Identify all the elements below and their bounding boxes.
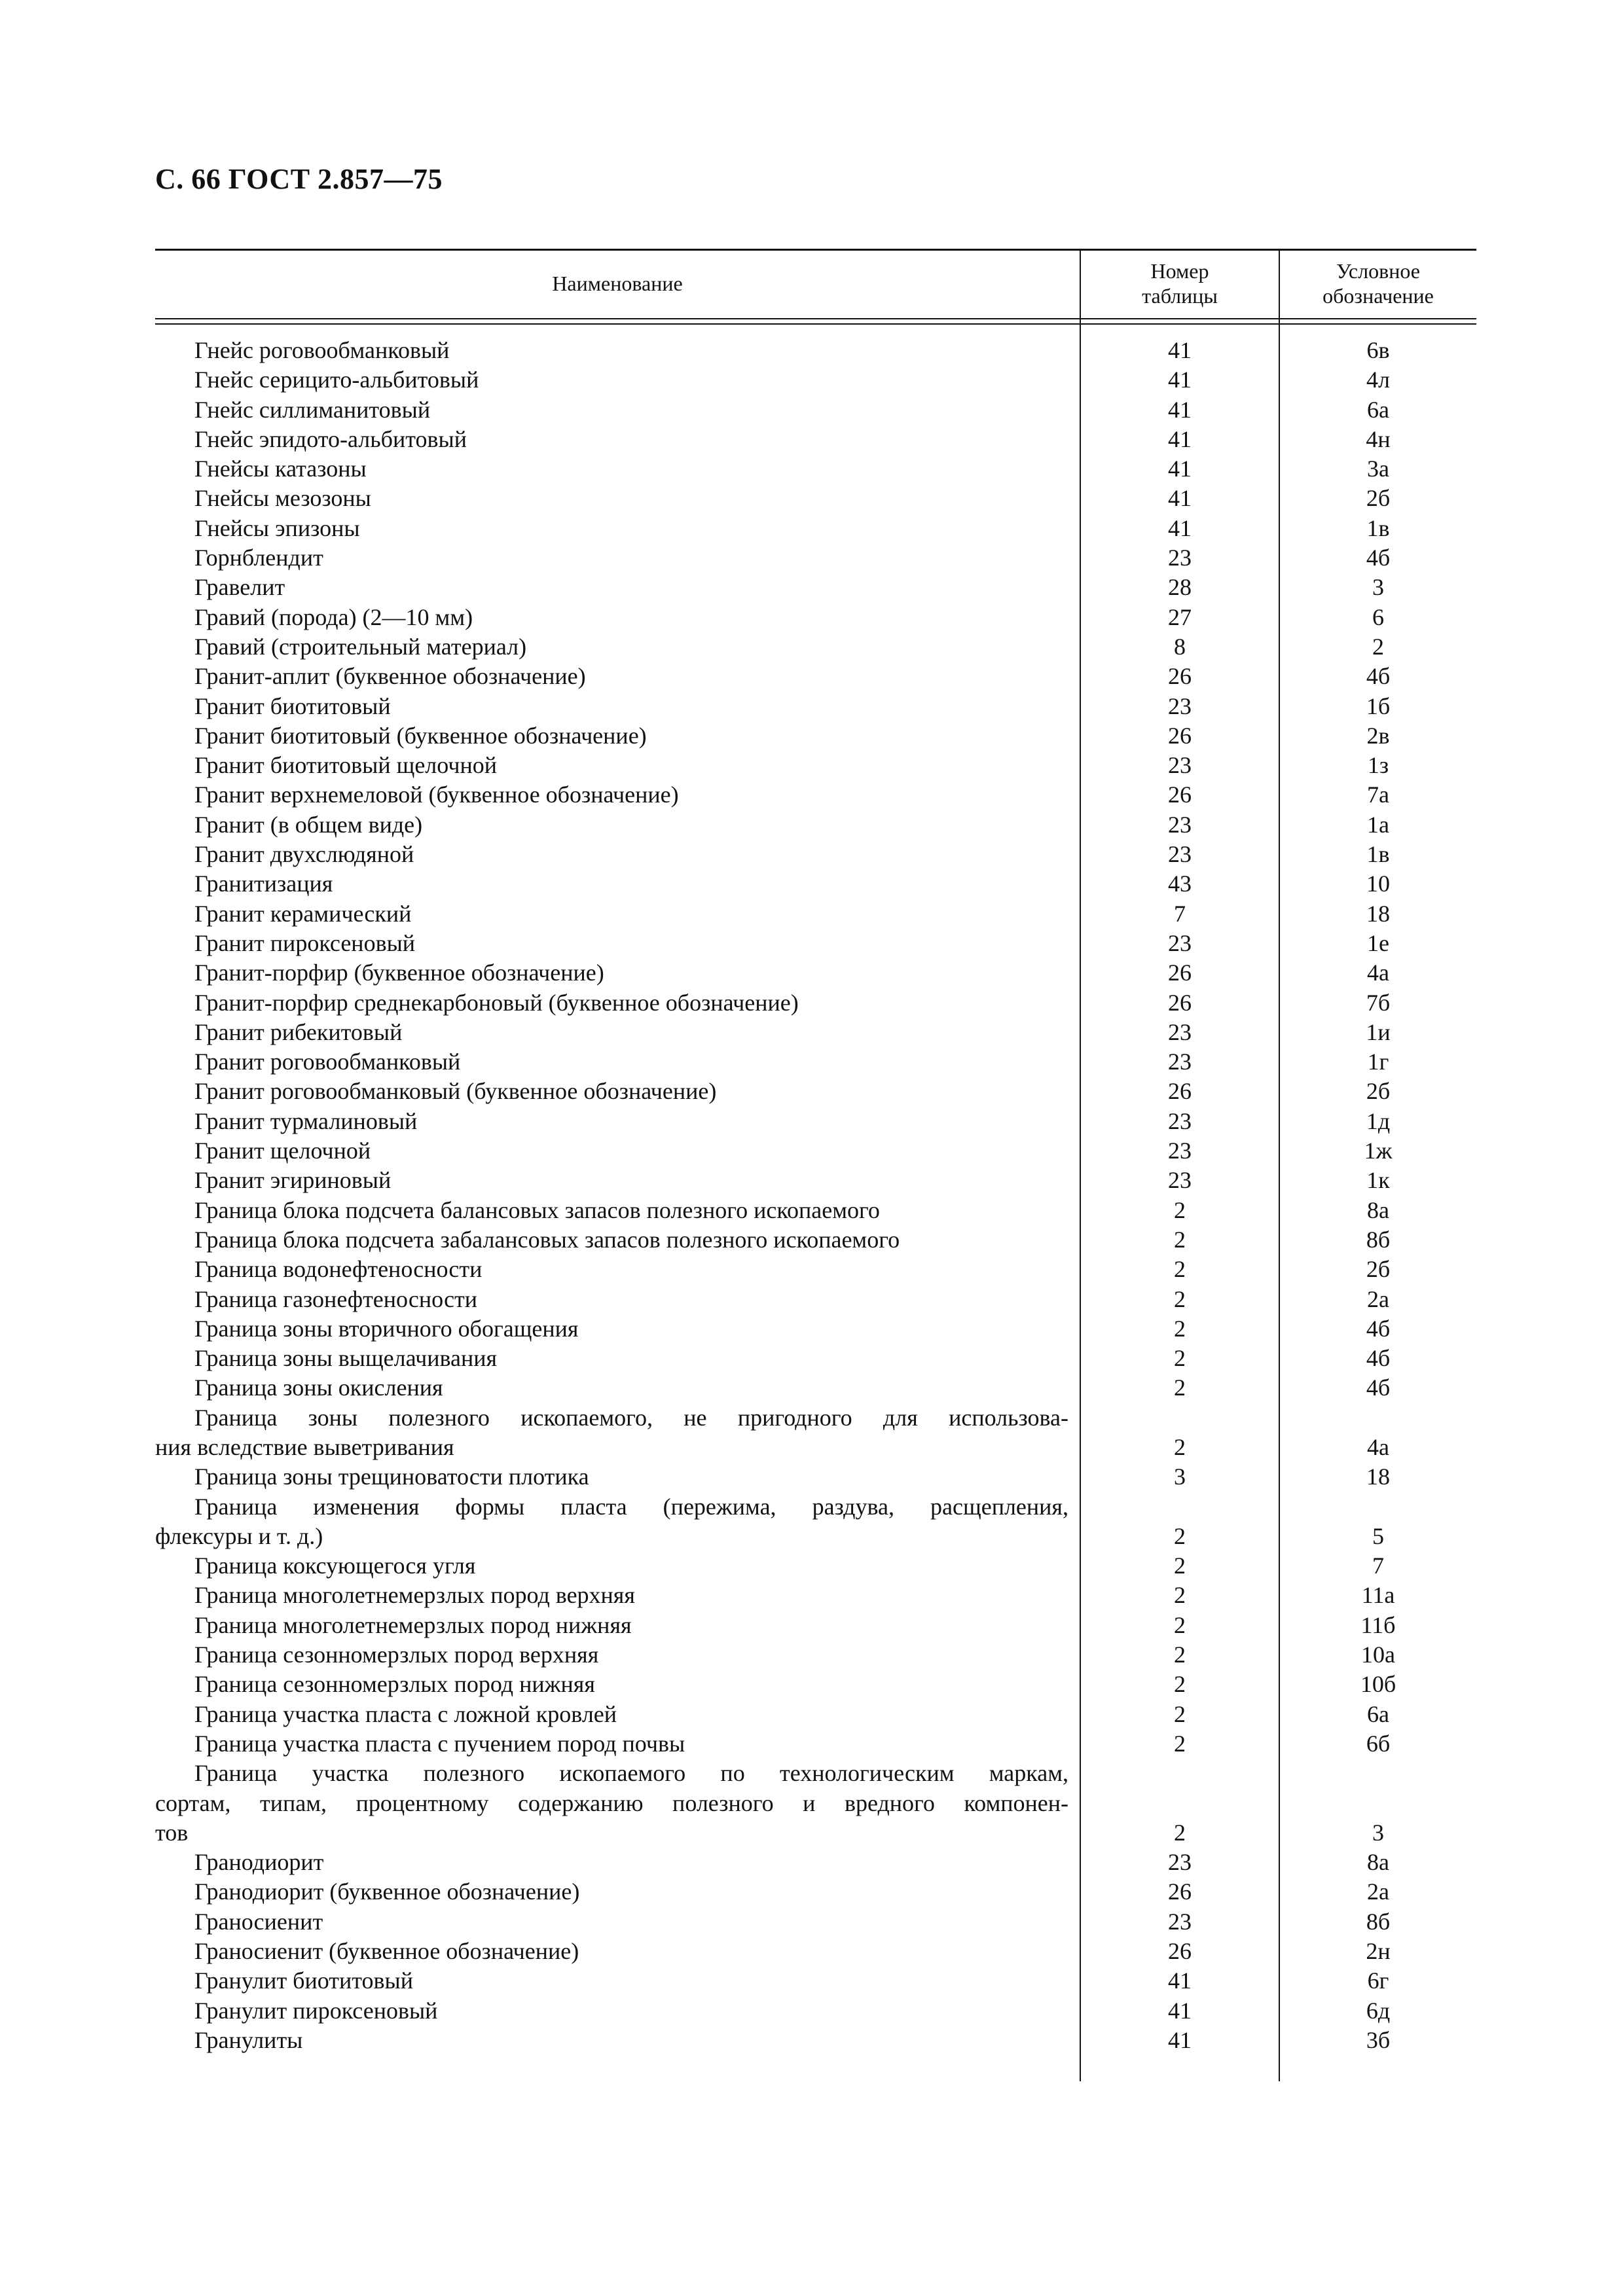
row-symbol: 4б	[1366, 545, 1391, 571]
row-symbol: 5	[1372, 1522, 1384, 1549]
row-name-cell	[155, 1729, 1068, 1759]
table-row	[155, 988, 1476, 1018]
row-name-line: Граница изменения формы пласта (пережима, раздува, расщепления,	[194, 1493, 1068, 1520]
row-table-number: 23	[1168, 929, 1192, 956]
column-header-table-number-label: Номер таблицы	[1142, 259, 1218, 308]
row-symbol: 18	[1366, 1463, 1390, 1490]
row-table-number: 8	[1174, 633, 1186, 660]
row-name-cell	[155, 692, 1068, 721]
row-symbol: 7а	[1367, 781, 1389, 808]
row-symbol: 1в	[1366, 841, 1390, 868]
row-name-cell	[155, 1285, 1068, 1314]
row-name-line: Гранит роговообманковый	[194, 1049, 461, 1075]
row-name-cell	[155, 1670, 1068, 1699]
row-symbol: 4н	[1366, 425, 1391, 452]
table-row	[155, 751, 1476, 780]
row-symbol: 2	[1372, 633, 1384, 660]
row-table-number: 2	[1174, 1345, 1186, 1372]
row-table-number: 2	[1174, 1256, 1186, 1283]
row-symbol: 4л	[1366, 367, 1390, 393]
row-name-line: Гранит пироксеновый	[194, 929, 416, 956]
row-name-cell	[155, 958, 1068, 988]
row-table-number: 23	[1168, 1138, 1192, 1164]
row-table-number: 2	[1174, 1552, 1186, 1579]
row-table-number: 23	[1168, 545, 1192, 571]
row-name-line: Граница многолетнемерзлых пород верхняя	[194, 1582, 635, 1609]
table-row	[155, 1373, 1476, 1403]
row-symbol: 1к	[1366, 1167, 1390, 1194]
row-symbol: 3а	[1367, 456, 1389, 482]
row-name-cell	[155, 810, 1068, 840]
row-name-line: Гранит биотитовый	[194, 692, 391, 719]
table-row	[155, 1403, 1476, 1463]
row-name-line: Гранит щелочной	[194, 1138, 371, 1164]
row-name-line: Гранит биотитовый (буквенное обозначение)	[194, 722, 647, 749]
table-row	[155, 1492, 1476, 1552]
row-name-cell	[155, 484, 1068, 513]
row-name-cell	[155, 1907, 1068, 1937]
table-row	[155, 1611, 1476, 1640]
row-name-line: Граница участка пласта с пучением пород почвы	[194, 1730, 685, 1757]
row-table-number: 2	[1174, 1374, 1186, 1401]
table-row	[155, 1996, 1476, 2026]
row-symbol: 7б	[1366, 989, 1391, 1016]
row-symbol: 1а	[1367, 811, 1389, 838]
row-symbol: 1г	[1367, 1049, 1389, 1075]
row-name-cell	[155, 1551, 1068, 1581]
table-row	[155, 1077, 1476, 1106]
row-symbol: 2б	[1366, 485, 1391, 512]
row-symbol: 1в	[1366, 514, 1390, 541]
row-name-line: Гранулит биотитовый	[194, 1967, 413, 1994]
row-symbol: 1д	[1366, 1107, 1391, 1134]
row-table-number: 41	[1168, 456, 1192, 482]
table-row	[155, 425, 1476, 454]
row-table-number: 41	[1168, 514, 1192, 541]
row-name-line: Граница газонефтеносности	[194, 1285, 478, 1312]
row-name-line: Гранодиорит	[194, 1849, 324, 1876]
row-name-line: Граница коксующегося угля	[194, 1552, 476, 1579]
table-row	[155, 692, 1476, 721]
row-table-number: 26	[1168, 960, 1192, 986]
row-symbol: 3	[1372, 574, 1384, 601]
table-row	[155, 1759, 1476, 1848]
row-table-number: 23	[1168, 811, 1192, 838]
table-row	[155, 1166, 1476, 1195]
row-symbol: 2б	[1366, 1078, 1391, 1105]
row-table-number: 2	[1174, 1315, 1186, 1342]
row-name-cell	[155, 1373, 1068, 1403]
table-row	[155, 929, 1476, 958]
row-name-line: Гранит-порфир (буквенное обозначение)	[194, 960, 604, 986]
row-table-number: 41	[1168, 1997, 1192, 2024]
row-name-cell	[155, 1611, 1068, 1640]
row-name-cell	[155, 662, 1068, 691]
row-name-line: Граница зоны вторичного обогащения	[194, 1315, 579, 1342]
table-row	[155, 336, 1476, 365]
row-name-cell	[155, 1136, 1068, 1166]
row-symbol: 1е	[1367, 929, 1389, 956]
row-name-line: Граница многолетнемерзлых пород нижняя	[194, 1611, 632, 1638]
row-name-cell	[155, 929, 1068, 958]
row-symbol: 7	[1372, 1552, 1384, 1579]
row-symbol: 3	[1372, 1819, 1384, 1846]
row-symbol: 11а	[1361, 1582, 1395, 1609]
row-table-number: 2	[1174, 1433, 1186, 1460]
row-symbol: 10	[1366, 870, 1390, 897]
row-name-cell	[155, 840, 1068, 869]
row-table-number: 23	[1168, 1018, 1192, 1045]
row-symbol: 3б	[1366, 2026, 1391, 2053]
row-symbol: 6б	[1366, 1730, 1391, 1757]
row-name-line: Гранит двухслюдяной	[194, 841, 414, 868]
table-row	[155, 1344, 1476, 1373]
row-name-cell	[155, 1314, 1068, 1344]
row-name-line: Гнейсы мезозоны	[194, 485, 371, 512]
table-row	[155, 1462, 1476, 1492]
row-name-line: Граница сезонномерзлых пород верхняя	[194, 1641, 599, 1668]
row-table-number: 23	[1168, 692, 1192, 719]
row-table-number: 2	[1174, 1226, 1186, 1253]
row-name-cell	[155, 395, 1068, 425]
row-table-number: 23	[1168, 1167, 1192, 1194]
row-name-line: Гранит роговообманковый (буквенное обозначение)	[194, 1078, 717, 1105]
row-symbol: 4б	[1366, 1345, 1391, 1372]
row-name-cell	[155, 543, 1068, 573]
row-name-line: Граносиенит	[194, 1908, 323, 1935]
row-table-number: 7	[1174, 900, 1186, 927]
row-table-number: 41	[1168, 337, 1192, 363]
table-row	[155, 1047, 1476, 1077]
row-name-line: Граносиенит (буквенное обозначение)	[194, 1938, 579, 1965]
column-header-name-label: Наименование	[552, 272, 683, 295]
row-table-number: 26	[1168, 663, 1192, 690]
row-symbol: 2в	[1366, 722, 1390, 749]
row-table-number: 23	[1168, 1107, 1192, 1134]
row-name-cell	[155, 1640, 1068, 1670]
row-table-number: 2	[1174, 1582, 1186, 1609]
row-name-line: Гнейсы катазоны	[194, 456, 367, 482]
table-row	[155, 780, 1476, 810]
row-table-number: 23	[1168, 752, 1192, 779]
row-name-cell	[155, 603, 1068, 632]
row-name-line: Гнейс серицито-альбитовый	[194, 367, 479, 393]
row-table-number: 41	[1168, 396, 1192, 423]
row-table-number: 41	[1168, 367, 1192, 393]
table-row	[155, 1907, 1476, 1937]
row-name-line: Граница зоны окисления	[194, 1374, 443, 1401]
row-name-line: Гранитизация	[194, 870, 333, 897]
table-row	[155, 365, 1476, 395]
table-row	[155, 1581, 1476, 1610]
row-symbol: 8а	[1367, 1849, 1389, 1876]
row-name-cell	[155, 1996, 1068, 2026]
row-table-number: 26	[1168, 1938, 1192, 1965]
row-name-line: Гранит (в общем виде)	[194, 811, 423, 838]
row-table-number: 2	[1174, 1196, 1186, 1223]
row-symbol: 6д	[1366, 1997, 1391, 2024]
row-name-line: Граница блока подсчета забалансовых запасов полезного ископаемого	[194, 1226, 900, 1253]
row-name-cell	[155, 1759, 1068, 1848]
row-name-line: Гнейс силлиманитовый	[194, 396, 431, 423]
row-name-cell	[155, 2026, 1068, 2055]
row-symbol: 2а	[1367, 1285, 1389, 1312]
table-row	[155, 2026, 1476, 2055]
row-symbol: 8а	[1367, 1196, 1389, 1223]
row-name-line: Гранит керамический	[194, 900, 412, 927]
row-symbol: 10б	[1360, 1671, 1396, 1698]
row-name-line: Гравий (строительный материал)	[194, 633, 527, 660]
row-name-line: Граница зоны трещиноватости плотика	[194, 1463, 589, 1490]
row-symbol: 1б	[1366, 692, 1391, 719]
table-row	[155, 1937, 1476, 1966]
row-symbol: 6а	[1367, 396, 1389, 423]
row-table-number: 26	[1168, 989, 1192, 1016]
table-row	[155, 573, 1476, 602]
row-symbol: 18	[1366, 900, 1390, 927]
table-row	[155, 603, 1476, 632]
column-header-name	[155, 249, 1080, 318]
table-row	[155, 1314, 1476, 1344]
row-name-line: Гранит-аплит (буквенное обозначение)	[194, 663, 586, 690]
row-symbol: 11б	[1360, 1611, 1396, 1638]
row-name-cell	[155, 514, 1068, 543]
row-symbol: 4б	[1366, 663, 1391, 690]
row-name-line: Гранулит пироксеновый	[194, 1997, 438, 2024]
row-symbol: 1и	[1366, 1018, 1391, 1045]
table-row	[155, 1255, 1476, 1284]
row-name-cell	[155, 425, 1068, 454]
row-symbol: 8б	[1366, 1908, 1391, 1935]
row-name-cell	[155, 1077, 1068, 1106]
row-name-cell	[155, 336, 1068, 365]
row-name-line: Горнблендит	[194, 545, 323, 571]
row-table-number: 2	[1174, 1730, 1186, 1757]
table-row	[155, 632, 1476, 662]
row-name-line: Граница участка пласта с ложной кровлей	[194, 1700, 617, 1727]
row-name-cell	[155, 1196, 1068, 1225]
row-symbol: 6	[1372, 603, 1384, 630]
row-table-number: 43	[1168, 870, 1192, 897]
table-row	[155, 869, 1476, 899]
row-name-line: Гранит турмалиновый	[194, 1107, 418, 1134]
table-row	[155, 1877, 1476, 1907]
table-body	[155, 336, 1476, 2055]
page-header: С. 66 ГОСТ 2.857—75	[155, 163, 443, 195]
row-name-cell	[155, 1937, 1068, 1966]
row-table-number: 41	[1168, 485, 1192, 512]
row-name-line: Гранит биотитовый щелочной	[194, 752, 497, 779]
row-table-number: 2	[1174, 1819, 1186, 1846]
row-table-number: 3	[1174, 1463, 1186, 1490]
row-name-cell	[155, 988, 1068, 1018]
row-symbol: 4а	[1367, 960, 1389, 986]
table-row	[155, 395, 1476, 425]
row-symbol: 1з	[1367, 752, 1389, 779]
row-name-cell	[155, 869, 1068, 899]
row-symbol: 8б	[1366, 1226, 1391, 1253]
row-table-number: 27	[1168, 603, 1192, 630]
row-name-line: Граница сезонномерзлых пород нижняя	[194, 1671, 595, 1698]
row-name-line: флексуры и т. д.)	[155, 1522, 323, 1549]
row-table-number: 23	[1168, 1908, 1192, 1935]
table-row	[155, 958, 1476, 988]
table-row	[155, 1225, 1476, 1255]
row-symbol: 4б	[1366, 1315, 1391, 1342]
row-table-number: 23	[1168, 1849, 1192, 1876]
table-row	[155, 1107, 1476, 1136]
row-table-number: 2	[1174, 1641, 1186, 1668]
row-name-line: Гравелит	[194, 574, 285, 601]
row-symbol: 6в	[1366, 337, 1390, 363]
row-table-number: 2	[1174, 1611, 1186, 1638]
row-table-number: 26	[1168, 722, 1192, 749]
row-table-number: 2	[1174, 1285, 1186, 1312]
row-name-line: Граница зоны полезного ископаемого, не пригодного для использова-	[194, 1404, 1068, 1431]
row-name-cell	[155, 1018, 1068, 1047]
row-name-cell	[155, 899, 1068, 929]
row-name-line: Гравий (порода) (2—10 мм)	[194, 603, 473, 630]
row-name-line: Граница водонефтеносности	[194, 1256, 483, 1283]
row-name-line: Гнейс роговообманковый	[194, 337, 450, 363]
row-name-cell	[155, 1700, 1068, 1729]
row-name-cell	[155, 1877, 1068, 1907]
row-name-cell	[155, 1255, 1068, 1284]
table-row	[155, 662, 1476, 691]
row-name-line: Гранулиты	[194, 2026, 303, 2053]
row-table-number: 2	[1174, 1671, 1186, 1698]
row-name-line: Гнейсы эпизоны	[194, 514, 360, 541]
row-symbol: 10а	[1361, 1641, 1395, 1668]
row-name-cell	[155, 1047, 1068, 1077]
table-row	[155, 1670, 1476, 1699]
row-table-number: 23	[1168, 1049, 1192, 1075]
column-header-symbol	[1280, 249, 1476, 318]
row-name-cell	[155, 1225, 1068, 1255]
row-symbol: 4а	[1367, 1433, 1389, 1460]
table-row	[155, 810, 1476, 840]
table-row	[155, 1285, 1476, 1314]
row-table-number: 41	[1168, 2026, 1192, 2053]
row-name-cell	[155, 1107, 1068, 1136]
table-row	[155, 454, 1476, 484]
column-header-symbol-label: Условное обозначение	[1322, 259, 1434, 308]
row-name-line: Гранит рибекитовый	[194, 1018, 403, 1045]
row-name-line: Гранит верхнемеловой (буквенное обозначение)	[194, 781, 679, 808]
row-symbol: 6а	[1367, 1700, 1389, 1727]
row-symbol: 2б	[1366, 1256, 1391, 1283]
row-table-number: 2	[1174, 1522, 1186, 1549]
row-name-cell	[155, 1344, 1068, 1373]
row-table-number: 26	[1168, 1878, 1192, 1905]
row-name-cell	[155, 365, 1068, 395]
row-name-cell	[155, 1166, 1068, 1195]
row-name-cell	[155, 454, 1068, 484]
table-row	[155, 899, 1476, 929]
row-name-line: ния вследствие выветривания	[155, 1433, 454, 1460]
table-row	[155, 1136, 1476, 1166]
row-symbol: 6г	[1367, 1967, 1389, 1994]
row-name-line: Гнейс эпидото-альбитовый	[194, 425, 467, 452]
table-row	[155, 514, 1476, 543]
table-row	[155, 1196, 1476, 1225]
table-row	[155, 484, 1476, 513]
data-table	[155, 249, 1476, 2081]
row-name-line: Граница зоны выщелачивания	[194, 1345, 498, 1372]
row-name-cell	[155, 573, 1068, 602]
table-row	[155, 1966, 1476, 1996]
table-row	[155, 840, 1476, 869]
table-row	[155, 1700, 1476, 1729]
row-name-cell	[155, 751, 1068, 780]
row-name-cell	[155, 1403, 1068, 1463]
table-row	[155, 721, 1476, 751]
row-name-cell	[155, 1462, 1068, 1492]
row-name-cell	[155, 1848, 1068, 1877]
row-name-cell	[155, 1492, 1068, 1552]
row-symbol: 1ж	[1364, 1138, 1393, 1164]
table-row	[155, 1018, 1476, 1047]
row-name-line: сортам, типам, процентному содержанию полезного и вредного компонен-	[155, 1789, 1068, 1816]
row-name-line: Гранит эгириновый	[194, 1167, 392, 1194]
table-row	[155, 543, 1476, 573]
row-table-number: 26	[1168, 781, 1192, 808]
table-row	[155, 1729, 1476, 1759]
row-name-cell	[155, 721, 1068, 751]
table-row	[155, 1640, 1476, 1670]
row-symbol: 2н	[1366, 1938, 1391, 1965]
row-name-line: Гранодиорит (буквенное обозначение)	[194, 1878, 580, 1905]
row-table-number: 41	[1168, 1967, 1192, 1994]
row-table-number: 23	[1168, 841, 1192, 868]
row-table-number: 28	[1168, 574, 1192, 601]
row-name-line: Гранит-порфир среднекарбоновый (буквенное обозначение)	[194, 989, 799, 1016]
row-symbol: 2а	[1367, 1878, 1389, 1905]
row-name-line: тов	[155, 1819, 189, 1846]
row-table-number: 2	[1174, 1700, 1186, 1727]
row-name-line: Граница участка полезного ископаемого по технологическим маркам,	[194, 1760, 1068, 1787]
row-name-line: Граница блока подсчета балансовых запасов полезного ископаемого	[194, 1196, 880, 1223]
table-row	[155, 1848, 1476, 1877]
row-symbol: 4б	[1366, 1374, 1391, 1401]
table-row	[155, 1551, 1476, 1581]
row-name-cell	[155, 1966, 1068, 1996]
column-header-table-number	[1081, 249, 1279, 318]
row-table-number: 26	[1168, 1078, 1192, 1105]
row-table-number: 41	[1168, 425, 1192, 452]
row-name-cell	[155, 632, 1068, 662]
row-name-cell	[155, 1581, 1068, 1610]
row-name-cell	[155, 780, 1068, 810]
